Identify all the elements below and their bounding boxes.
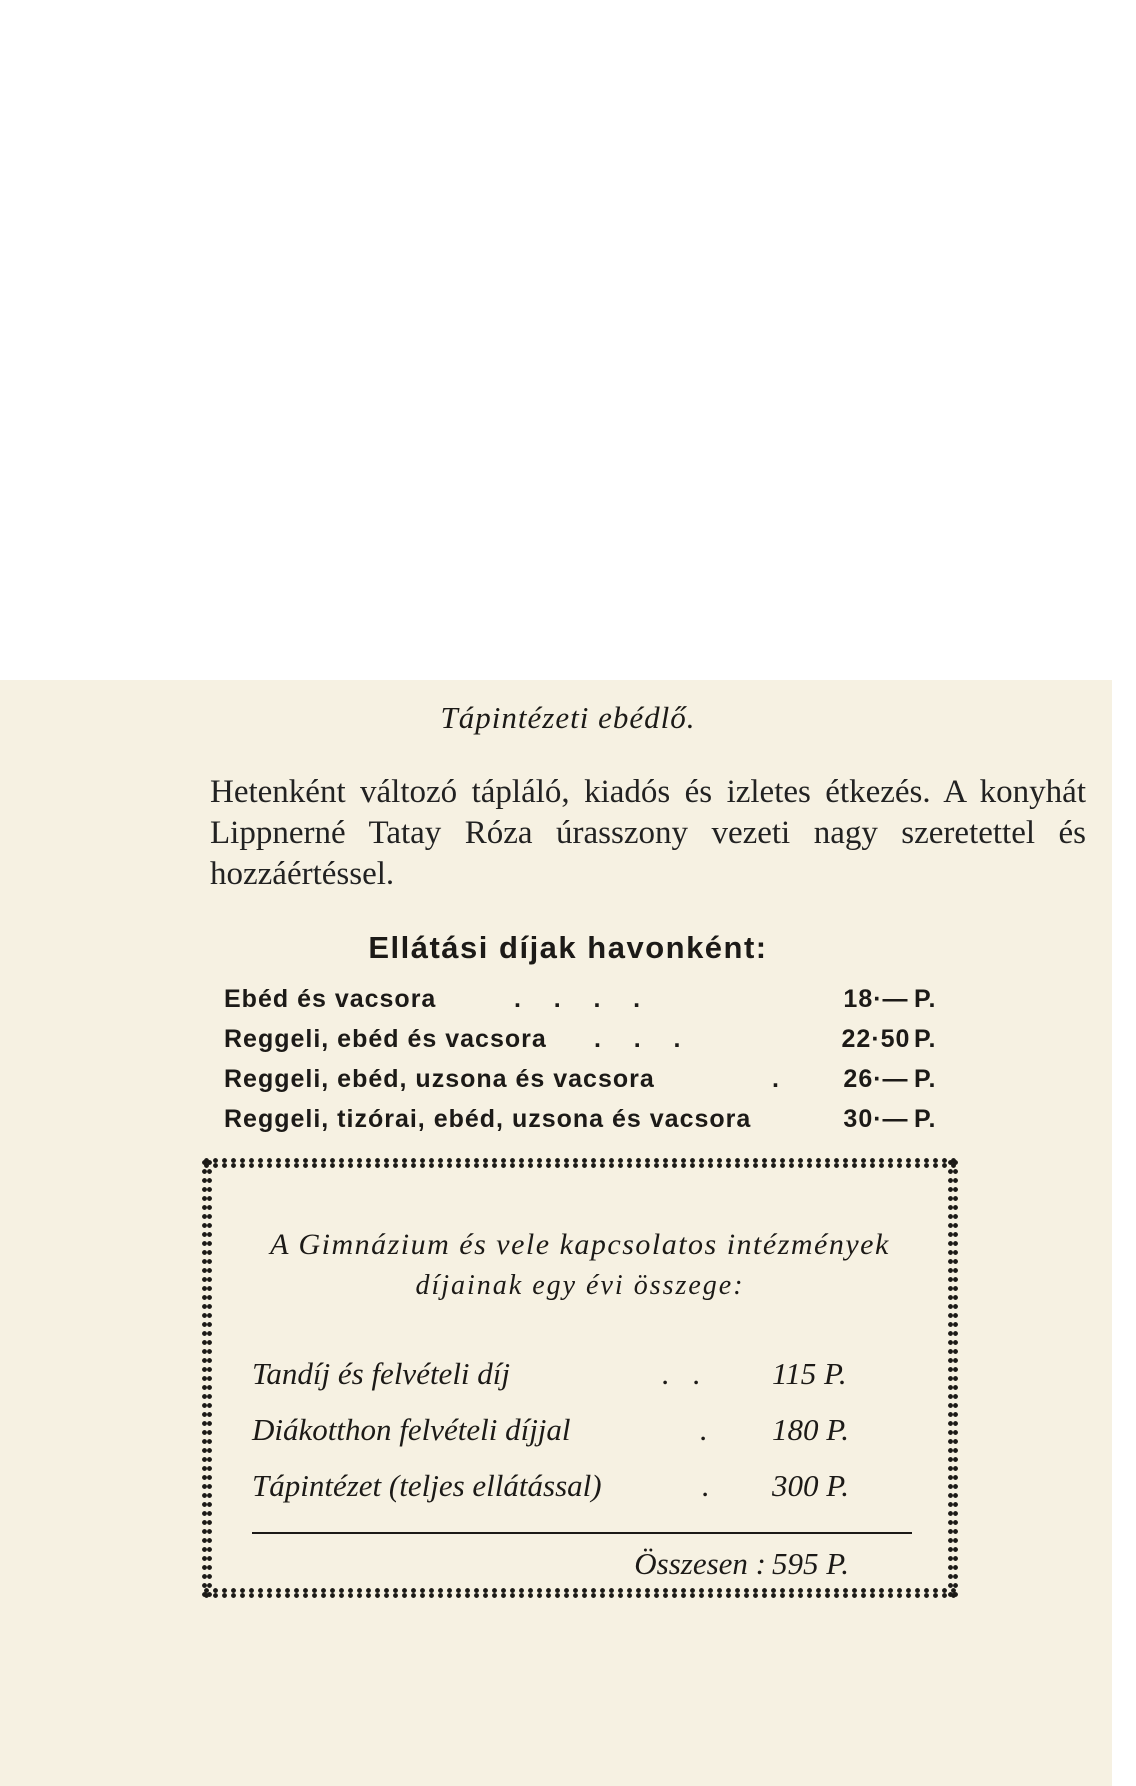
total-label: Összesen : [634, 1546, 766, 1581]
annual-fee-label: Diákotthon felvételi díjjal [252, 1412, 571, 1447]
annual-fee-amount: 115 P. [772, 1356, 847, 1391]
dotted-border-right [948, 1158, 958, 1598]
total-amount: 595 P. [772, 1546, 849, 1581]
annual-fee-amount: 300 P. [772, 1468, 849, 1503]
annual-fee-dots: . [700, 1412, 708, 1447]
total-row [252, 1546, 912, 1586]
dotted-border-left [202, 1158, 212, 1598]
fee-amount: 30·— [843, 1105, 909, 1133]
fee-label: Reggeli, tizórai, ebéd, uzsona és vacsora [224, 1105, 752, 1133]
fee-unit: P. [914, 985, 937, 1013]
dotted-border-top [202, 1158, 958, 1168]
sum-rule [252, 1532, 912, 1534]
annual-fee-row [252, 1356, 912, 1396]
fee-amount: 18·— [843, 985, 909, 1013]
annual-fee-dots: . [702, 1468, 710, 1503]
annual-fee-label: Tandíj és felvételi díj [252, 1356, 511, 1391]
fee-row [224, 1105, 964, 1145]
annual-fee-row [252, 1468, 912, 1508]
intro-paragraph: Hetenként változó tápláló, kiadós és izletes étkezés. A konyhát Lippnerné Tatay Róza úrasszony vezeti nagy szeretettel és hozzáértéssel. [210, 774, 1086, 892]
fee-row [224, 1065, 964, 1105]
fee-leader-dots: . [772, 1065, 780, 1093]
fee-row [224, 985, 964, 1025]
fees-title: Ellátási díjak havonként: [368, 930, 768, 965]
section-heading: Tápintézeti ebédlő. [440, 700, 696, 735]
annual-fee-label: Tápintézet (teljes ellátással) [252, 1468, 602, 1503]
box-heading: A Gimnázium és vele kapcsolatos intézmények [270, 1228, 890, 1261]
fee-leader-dots: . . . [594, 1025, 682, 1053]
fees-table [224, 985, 964, 1145]
fee-row [224, 1025, 964, 1065]
fee-label: Reggeli, ebéd, uzsona és vacsora [224, 1065, 655, 1093]
fee-leader-dots: . . . . [514, 985, 642, 1013]
dotted-border-bottom [202, 1588, 958, 1598]
annual-fee-amount: 180 P. [772, 1412, 849, 1447]
fee-label: Reggeli, ebéd és vacsora [224, 1025, 547, 1053]
box-subheading: díjainak egy évi összege: [415, 1270, 745, 1301]
annual-fee-row [252, 1412, 912, 1452]
fee-amount: 26·— [843, 1065, 909, 1093]
annual-fee-dots: . . [662, 1356, 701, 1391]
annual-fees-box [202, 1158, 958, 1598]
fee-amount: 22·50 [841, 1025, 911, 1053]
fee-unit: P. [914, 1065, 937, 1093]
fee-label: Ebéd és vacsora [224, 985, 437, 1013]
fee-unit: P. [914, 1105, 937, 1133]
fee-unit: P. [914, 1025, 937, 1053]
page-margin [1112, 680, 1136, 1786]
